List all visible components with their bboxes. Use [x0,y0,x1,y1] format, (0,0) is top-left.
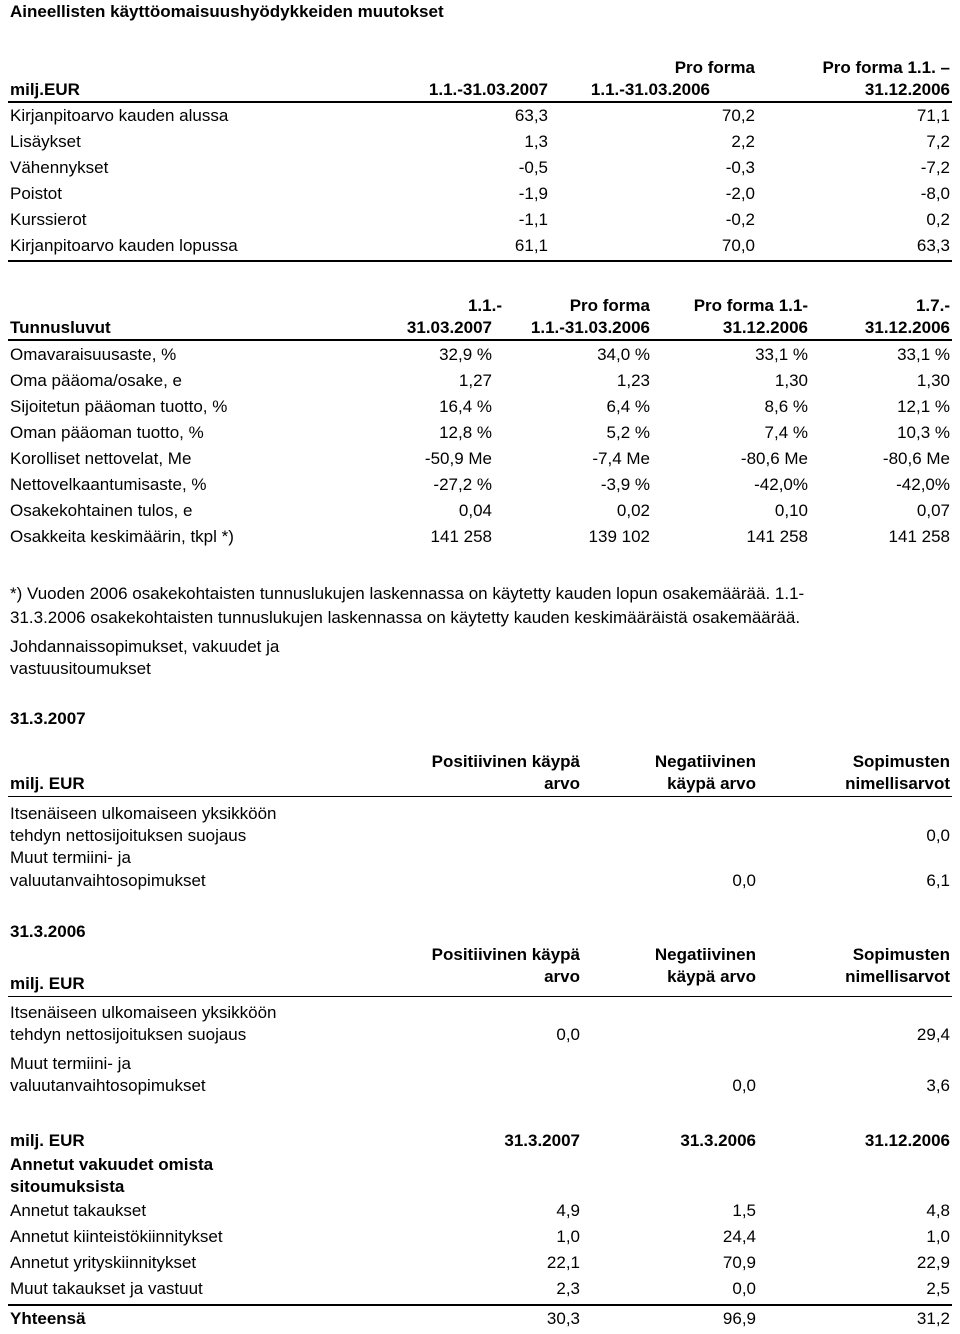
guar-cell: 1,5 [732,1201,756,1220]
table-row-label: Poistot [10,184,62,203]
kpi-row-label: Osakekohtainen tulos, e [10,501,193,520]
kpi-cell: 1,30 [774,371,808,390]
kpi-cell: 0,02 [616,501,650,520]
total-v2: 96,9 [722,1309,756,1328]
deriv-2006-h1a: Positiivinen käypä [431,945,580,964]
deriv-2007-h1b: arvo [544,774,580,793]
deriv-2007-r1b: tehdyn nettosijoituksen suojaus [10,826,247,845]
table-cell: 70,0 [721,236,755,255]
kpi-cell: 141 258 [746,527,808,546]
kpi-row-label: Oma pääoma/osake, e [10,371,182,390]
header-col2-a: Pro forma [674,58,755,77]
kpi-cell: 16,4 % [439,397,492,416]
deriv-2006-r1-v3: 29,4 [916,1025,950,1044]
guar-row-label: Annetut takaukset [10,1201,147,1220]
deriv-2007-h2a: Negatiivinen [654,752,756,771]
derivatives-title-1: Johdannaissopimukset, vakuudet ja [10,637,280,656]
kpi-cell: 141 258 [888,527,950,546]
guar-group-b: sitoumuksista [10,1177,125,1196]
kpi-row-label: Nettovelkaantumisaste, % [10,475,207,494]
deriv-2007-h3b: nimellisarvot [845,774,950,793]
kpi-header-label: Tunnusluvut [10,318,111,337]
kpi-header-col4-a: 1.7.- [915,296,950,315]
kpi-cell: -7,4 Me [592,449,650,468]
table-end-rule [8,260,952,262]
total-label: Yhteensä [10,1309,86,1328]
header-col3-b: 31.12.2006 [864,80,950,99]
guar-cell: 1,0 [556,1227,580,1246]
table-cell: -8,0 [920,184,950,203]
table-cell: -1,1 [518,210,548,229]
guar-row-label: Muut takaukset ja vastuut [10,1279,203,1298]
guar-row-label: Annetut yrityskiinnitykset [10,1253,197,1272]
footnote-line2: 31.3.2006 osakekohtaisten tunnuslukujen laskennassa on käytetty kauden keskimääräistä osakemäärää. [10,608,801,627]
total-v1: 30,3 [546,1309,580,1328]
deriv-2006-h3b: nimellisarvot [845,967,950,986]
kpi-cell: 33,1 % [897,345,950,364]
kpi-cell: -27,2 % [433,475,492,494]
table-cell: 0,2 [926,210,950,229]
deriv-2007-rule [8,796,952,797]
guar-unit: milj. EUR [10,1131,85,1150]
kpi-cell: 1,30 [916,371,950,390]
table-row-label: Lisäykset [10,132,81,151]
table-cell: -0,2 [725,210,755,229]
table-cell: -0,5 [518,158,548,177]
kpi-cell: 139 102 [588,527,650,546]
kpi-row-label: Osakkeita keskimäärin, tkpl *) [10,527,234,546]
kpi-cell: -3,9 % [600,475,650,494]
table-cell: 63,3 [916,236,950,255]
deriv-2006-r1a: Itsenäiseen ulkomaiseen yksikköön [10,1003,277,1022]
header-col1: 1.1.-31.03.2007 [428,80,548,99]
deriv-2007-h1a: Positiivinen käypä [431,752,580,771]
deriv-2007-r1a: Itsenäiseen ulkomaiseen yksikköön [10,804,277,823]
kpi-cell: 0,10 [774,501,808,520]
guar-cell: 24,4 [722,1227,756,1246]
kpi-cell: -42,0% [754,475,808,494]
deriv-2006-r2b: valuutanvaihtosopimukset [10,1076,206,1095]
guar-cell: 2,5 [926,1279,950,1298]
table-cell: -7,2 [920,158,950,177]
kpi-cell: 10,3 % [897,423,950,442]
kpi-header-col3-a: Pro forma 1.1- [693,296,808,315]
guar-cell: 22,9 [916,1253,950,1272]
table-row-label: Kurssierot [10,210,87,229]
kpi-cell: -80,6 Me [882,449,950,468]
guar-col2: 31.3.2006 [680,1131,756,1150]
kpi-cell: 5,2 % [606,423,650,442]
deriv-2007-r2b: valuutanvaihtosopimukset [10,871,206,890]
table-cell: -2,0 [725,184,755,203]
table-cell: 70,2 [721,106,755,125]
kpi-cell: -42,0% [896,475,950,494]
deriv-2007-h2b: käypä arvo [667,774,756,793]
kpi-cell: 34,0 % [597,345,650,364]
total-rule [8,1304,952,1306]
section-title: Aineellisten käyttöomaisuushyödykkeiden muutokset [10,2,444,21]
kpi-cell: 12,1 % [897,397,950,416]
table-cell: -0,3 [725,158,755,177]
kpi-cell: 7,4 % [764,423,808,442]
deriv-2006-rule [8,996,952,997]
deriv-2007-r2-v2: 0,0 [732,871,756,890]
deriv-2007-r2-v3: 6,1 [926,871,950,890]
deriv-2006-date: 31.3.2006 [10,922,86,941]
kpi-row-label: Omavaraisuusaste, % [10,345,177,364]
kpi-header-col1-a: 1.1.- [467,296,502,315]
kpi-header-col2-a: Pro forma [569,296,650,315]
kpi-cell: 0,07 [916,501,950,520]
kpi-cell: 8,6 % [764,397,808,416]
deriv-2007-unit: milj. EUR [10,774,85,793]
table-cell: 61,1 [514,236,548,255]
table-cell: 1,3 [524,132,548,151]
deriv-2007-h3a: Sopimusten [852,752,950,771]
deriv-2006-unit: milj. EUR [10,974,85,993]
deriv-2007-r1-v3: 0,0 [926,826,950,845]
kpi-cell: 6,4 % [606,397,650,416]
total-v3: 31,2 [916,1309,950,1328]
table-row-label: Kirjanpitoarvo kauden lopussa [10,236,238,255]
kpi-row-label: Sijoitetun pääoman tuotto, % [10,397,228,416]
deriv-2006-r1b: tehdyn nettosijoituksen suojaus [10,1025,247,1044]
kpi-header-col3-b: 31.12.2006 [722,318,808,337]
deriv-2006-r2-v2: 0,0 [732,1076,756,1095]
kpi-cell: -50,9 Me [424,449,492,468]
header-col3-a: Pro forma 1.1. – [822,58,950,77]
kpi-row-label: Korolliset nettovelat, Me [10,449,192,468]
kpi-cell: 33,1 % [755,345,808,364]
guar-cell: 2,3 [556,1279,580,1298]
kpi-cell: 12,8 % [439,423,492,442]
deriv-2007-date: 31.3.2007 [10,709,86,728]
deriv-2006-h2b: käypä arvo [667,967,756,986]
guar-cell: 1,0 [926,1227,950,1246]
kpi-cell: 0,04 [458,501,492,520]
deriv-2006-r1-v1: 0,0 [556,1025,580,1044]
derivatives-title-2: vastuusitoumukset [10,659,151,678]
guar-cell: 70,9 [722,1253,756,1272]
header-unit: milj.EUR [10,80,80,99]
deriv-2007-r2a: Muut termiini- ja [10,848,131,867]
kpi-header-rule [8,339,952,341]
guar-cell: 4,8 [926,1201,950,1220]
kpi-cell: 32,9 % [439,345,492,364]
table-cell: 71,1 [916,106,950,125]
deriv-2006-r2a: Muut termiini- ja [10,1054,131,1073]
guar-col1: 31.3.2007 [504,1131,580,1150]
header-rule [8,101,952,103]
kpi-cell: 1,23 [616,371,650,390]
guar-group-a: Annetut vakuudet omista [10,1155,214,1174]
deriv-2006-h2a: Negatiivinen [654,945,756,964]
guar-cell: 0,0 [732,1279,756,1298]
guar-cell: 22,1 [546,1253,580,1272]
deriv-2006-h1b: arvo [544,967,580,986]
table-row-label: Kirjanpitoarvo kauden alussa [10,106,229,125]
kpi-header-col4-b: 31.12.2006 [864,318,950,337]
deriv-2006-h3a: Sopimusten [852,945,950,964]
table-cell: 7,2 [926,132,950,151]
guar-col3: 31.12.2006 [864,1131,950,1150]
footnote-line1: *) Vuoden 2006 osakekohtaisten tunnuslukujen laskennassa on käytetty kauden lopun osakemäärää. 1.1- [10,584,805,603]
table-row-label: Vähennykset [10,158,109,177]
table-cell: 63,3 [514,106,548,125]
table-cell: 2,2 [731,132,755,151]
header-col2-b: 1.1.-31.03.2006 [590,80,710,99]
guar-row-label: Annetut kiinteistökiinnitykset [10,1227,223,1246]
table-cell: -1,9 [518,184,548,203]
kpi-header-col1-b: 31.03.2007 [406,318,492,337]
guar-cell: 4,9 [556,1201,580,1220]
kpi-row-label: Oman pääoman tuotto, % [10,423,204,442]
kpi-header-col2-b: 1.1.-31.03.2006 [530,318,650,337]
deriv-2006-r2-v3: 3,6 [926,1076,950,1095]
kpi-cell: 141 258 [430,527,492,546]
kpi-cell: -80,6 Me [740,449,808,468]
kpi-cell: 1,27 [458,371,492,390]
